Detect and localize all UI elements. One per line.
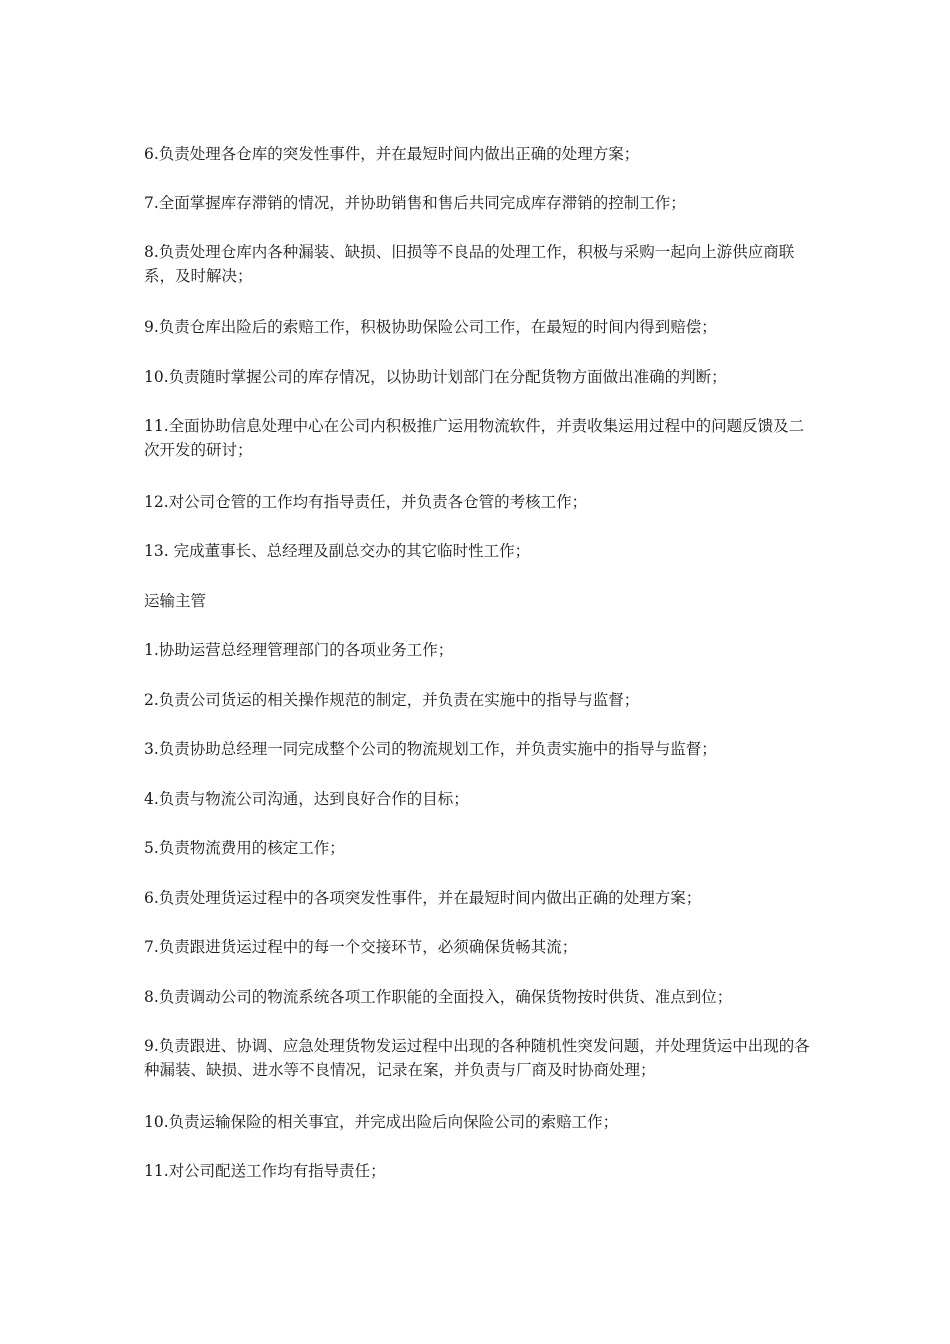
paragraph: 9.负责跟进、协调、应急处理货物发运过程中出现的各种随机性突发问题，并处理货运中出现的各种漏装、缺损、进水等不良情况，记录在案，并负责与厂商及时协商处理； [144,1037,810,1079]
paragraph: 8.负责调动公司的物流系统各项工作职能的全面投入，确保货物按时供货、准点到位； [144,988,733,1006]
paragraph: 6.负责处理货运过程中的各项突发性事件，并在最短时间内做出正确的处理方案； [144,889,702,907]
paragraph: 12.对公司仓管的工作均有指导责任，并负责各仓管的考核工作； [144,493,588,511]
paragraph: 1.协助运营总经理管理部门的各项业务工作； [144,641,454,659]
paragraph: 7.负责跟进货运过程中的每一个交接环节，必须确保货畅其流； [144,938,578,956]
section-heading: 运输主管 [144,592,207,610]
paragraph: 8.负责处理仓库内各种漏装、缺损、旧损等不良品的处理工作，积极与采购一起向上游供应商联系，及时解决； [144,243,795,285]
paragraph: 7.全面掌握库存滞销的情况，并协助销售和售后共同完成库存滞销的控制工作； [144,194,686,212]
paragraph: 5.负责物流费用的核定工作； [144,839,345,857]
paragraph: 11.对公司配送工作均有指导责任； [144,1162,386,1180]
paragraph: 6.负责处理各仓库的突发性事件，并在最短时间内做出正确的处理方案； [144,145,640,163]
paragraph: 3.负责协助总经理一同完成整个公司的物流规划工作，并负责实施中的指导与监督； [144,740,717,758]
paragraph: 2.负责公司货运的相关操作规范的制定，并负责在实施中的指导与监督； [144,691,640,709]
paragraph: 11.全面协助信息处理中心在公司内积极推广运用物流软件，并责收集运用过程中的问题反馈及二次开发的研讨； [144,417,805,459]
paragraph: 13. 完成董事长、总经理及副总交办的其它临时性工作； [144,542,531,560]
paragraph: 10.负责随时掌握公司的库存情况，以协助计划部门在分配货物方面做出准确的判断； [144,368,727,386]
paragraph: 9.负责仓库出险后的索赔工作，积极协助保险公司工作，在最短的时间内得到赔偿； [144,318,717,336]
paragraph: 10.负责运输保险的相关事宜，并完成出险后向保险公司的索赔工作； [144,1113,619,1131]
paragraph: 4.负责与物流公司沟通，达到良好合作的目标； [144,790,469,808]
